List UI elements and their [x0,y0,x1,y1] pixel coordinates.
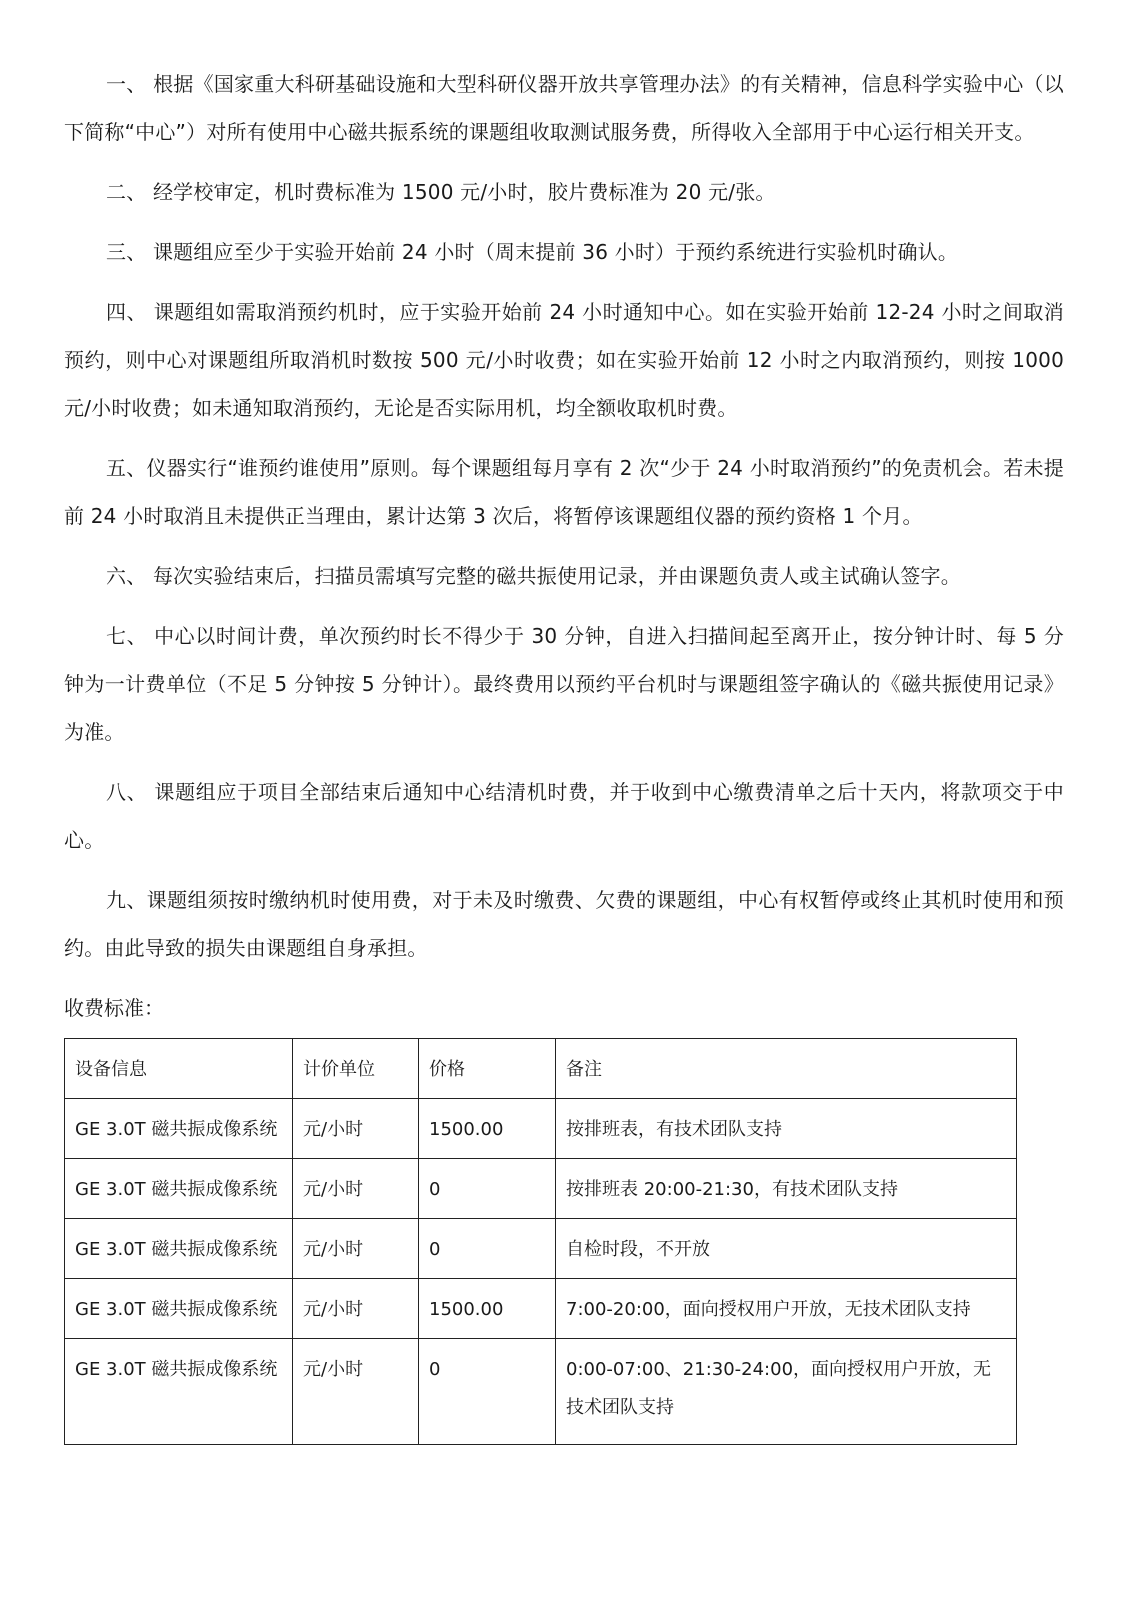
cell-remark: 按排班表，有技术团队支持 [556,1099,1017,1159]
cell-unit: 元/小时 [293,1159,419,1219]
cell-price: 1500.00 [419,1099,556,1159]
rule-paragraph-3: 三、 课题组应至少于实验开始前 24 小时（周末提前 36 小时）于预约系统进行实验机时确认。 [106,240,959,264]
cell-unit: 元/小时 [293,1339,419,1445]
rule-paragraph-7: 七、 中心以时间计费，单次预约时长不得少于 30 分钟，自进入扫描间起至离开止，按分钟计时、每 5 分钟为一计费单位（不足 5 分钟按 5 分钟计）。最终费用以预约平台机时与课题组签字确认的《磁共振使用记录》为准。 [64,624,1064,744]
cell-remark: 按排班表 20:00-21:30，有技术团队支持 [556,1159,1017,1219]
table-header-row [65,1039,1017,1099]
rule-paragraph-1: 一、 根据《国家重大科研基础设施和大型科研仪器开放共享管理办法》的有关精神，信息科学实验中心（以下简称“中心”）对所有使用中心磁共振系统的课题组收取测试服务费，所得收入全部用于中心运行相关开支。 [64,72,1064,144]
cell-remark: 自检时段，不开放 [556,1219,1017,1279]
cell-price: 1500.00 [419,1279,556,1339]
rule-paragraph-4: 四、 课题组如需取消预约机时，应于实验开始前 24 小时通知中心。如在实验开始前 12-24 小时之间取消预约，则中心对课题组所取消机时数按 500 元/小时收费；如在实验开始前 12 小时之内取消预约，则按 1000 元/小时收费；如未通知取消预约，无论是否实际用机，均全额收取机时费。 [64,300,1064,420]
table-row [65,1279,1017,1339]
cell-price: 0 [419,1159,556,1219]
cell-device: GE 3.0T 磁共振成像系统 [65,1099,293,1159]
cell-price: 0 [419,1219,556,1279]
cell-device: GE 3.0T 磁共振成像系统 [65,1339,293,1445]
cell-device: GE 3.0T 磁共振成像系统 [65,1219,293,1279]
document-page [64,60,1064,1445]
cell-remark: 0:00-07:00、21:30-24:00，面向授权用户开放，无技术团队支持 [556,1339,1017,1445]
rule-paragraph-8: 八、 课题组应于项目全部结束后通知中心结清机时费，并于收到中心缴费清单之后十天内，将款项交于中心。 [64,780,1064,852]
header-device-info: 设备信息 [65,1039,293,1099]
table-row [65,1339,1017,1445]
fee-table [64,1038,1017,1445]
header-remark: 备注 [556,1039,1017,1099]
rule-paragraph-6: 六、 每次实验结束后，扫描员需填写完整的磁共振使用记录，并由课题负责人或主试确认签字。 [106,564,961,588]
cell-unit: 元/小时 [293,1219,419,1279]
rule-paragraph-5: 五、仪器实行“谁预约谁使用”原则。每个课题组每月享有 2 次“少于 24 小时取消预约”的免责机会。若未提前 24 小时取消且未提供正当理由，累计达第 3 次后，将暂停该课题组仪器的预约资格 1 个月。 [64,456,1064,528]
rule-paragraph-9: 九、课题组须按时缴纳机时使用费，对于未及时缴费、欠费的课题组，中心有权暂停或终止其机时使用和预约。由此导致的损失由课题组自身承担。 [64,888,1064,960]
cell-device: GE 3.0T 磁共振成像系统 [65,1279,293,1339]
table-row [65,1099,1017,1159]
header-price: 价格 [419,1039,556,1099]
cell-device: GE 3.0T 磁共振成像系统 [65,1159,293,1219]
rule-paragraph-2: 二、 经学校审定，机时费标准为 1500 元/小时，胶片费标准为 20 元/张。 [106,180,776,204]
header-unit: 计价单位 [293,1039,419,1099]
cell-remark: 7:00-20:00，面向授权用户开放，无技术团队支持 [556,1279,1017,1339]
fee-table-caption: 收费标准： [64,996,164,1020]
table-row [65,1219,1017,1279]
table-row [65,1159,1017,1219]
cell-price: 0 [419,1339,556,1445]
cell-unit: 元/小时 [293,1099,419,1159]
cell-unit: 元/小时 [293,1279,419,1339]
